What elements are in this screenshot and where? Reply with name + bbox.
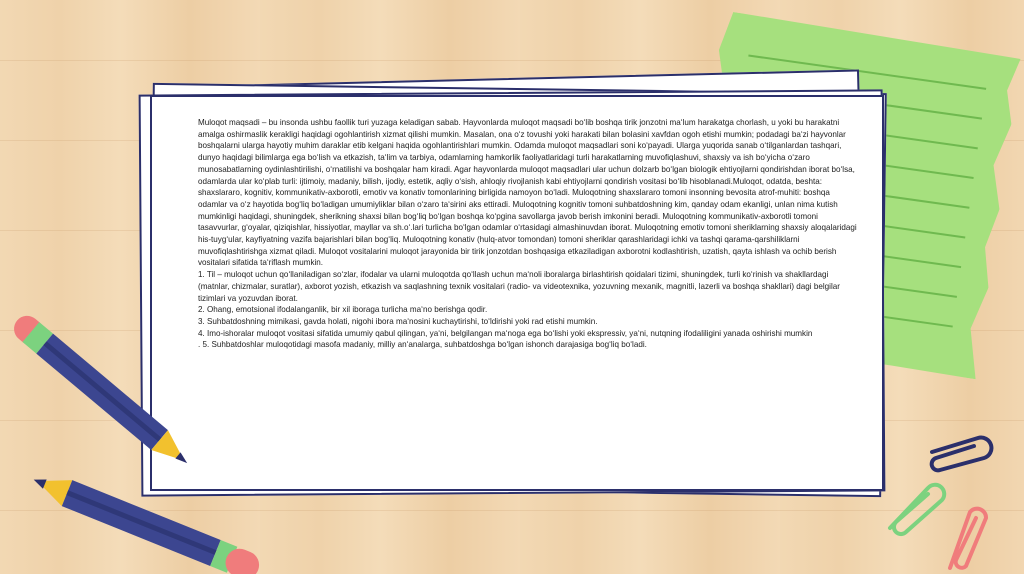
- paragraph: . 5. Suhbatdoshlar muloqotidagi masofa madaniy, milliy an‘analarga, suhbatdoshga bo‘lgan ishonch darajasiga bog‘liq bo‘ladi.: [198, 340, 647, 350]
- paragraph: 1. Til – muloqot uchun qo‘llaniladigan so‘zlar, ifodalar va ularni muloqotda qo‘llash uchun ma‘noli iboralarga birlashtirish qoidalari tizimi, shuningdek, turli ko‘rinish va shakllardagi (matnlar, chizmalar, suratlar), axborot yozish, etkazish va saqlashning texnik vositalari (radio- va videotexnika, yozuvning mexanik, magnitli, lazerli va boshqa shakllari) dagi belgilar tizimlari va yozuvdan iborat.: [198, 270, 840, 303]
- pencil-icon: [30, 460, 290, 574]
- paperclip-icon: [922, 430, 994, 474]
- paragraph: 2. Ohang, emotsional ifodalanganlik, bir xil iboraga turlicha ma‘no berishga qodir.: [198, 305, 488, 315]
- paragraph: 4. Imo-ishoralar muloqot vositasi sifatida umumiy qabul qilingan, ya‘ni, belgilangan ma‘noga ega bo‘lishi yoki ekspressiv, ya‘ni, nutqning ifodaliligini yanada oshirishi mumkin: [198, 328, 813, 338]
- paragraph: 3. Suhbatdoshning mimikasi, gavda holati, nigohi ibora ma‘nosini kuchaytirishi, to‘ldirishi yoki rad etishi mumkin.: [198, 316, 598, 326]
- document-text: [198, 117, 858, 351]
- paragraph: Muloqot maqsadi – bu insonda ushbu faollik turi yuzaga keladigan sabab. Hayvonlarda muloqot maqsadi bo‘lib boshqa tirik jonzotni ma‘lum harakatga chorlash, u yoki bu harakatni amalga oshirmaslik kerakligi haqidagi ogohlantirish xizmat qilishi mumkin. Masalan, ona o‘z tovushi yoki harakati bilan bolasini xavfdan ogoh etishi mumkin; podadagi ba‘zi hayvonlar boshqalarni ularga hayotiy muhim daraklar etib kelgani haqida ogohlantirishlari mumkin. Odamda muloqot maqsadlari soni ko‘payadi. Ularga yuqorida sanab o‘tilganlardan tashqari, dunyo haqidagi bilimlarga ega bo‘lish va etkazish, ta‘lim va tarbiya, odamlarning hamkorlik faoliyatlaridagi turli harakatlarning muvofiqlashuvi, shaxsiy va ish bo‘yicha o‘zaro munosabatlarning oydinlashtirilishi, o‘rnatilishi va boshqalar ham kiradi. Agar hayvonlarda muloqot maqsadlari ular uchun dolzarb bo‘lgan biologik ehtiyojlarni qondirishdan iborat bo‘lsa, odamlarda ular ko‘plab turli: ijtimoiy, madaniy, bilish, ijodiy, estetik, aqliy o‘sish, ahloqiy rivojlanish kabi ehtiyojlarni qondirish vositasi bo‘lib hisoblanadi.Muloqot, odatda, beshta: shaxslararo, kognitiv, kommunikativ-axborotli, emotiv va konativ tomonlarining birligida namoyon bo‘ladi. Muloqotning shaxslararo tomoni insonning bevosita atrof-muhiti: boshqa odamlar va o‘z hayotida bog‘liq bo‘ladigan umumiyliklar bilan o‘zaro ta‘sirini aks ettiradi. Muloqotning kognitiv tomoni suhbatdoshning kim, qanday odam ekanligi, unlan nima kutish mumkinligi haqidagi, shuningdek, sherikning shaxsi bilan bog‘liq bo‘lgan boshqa ko‘pgina savollarga javob berish imkonini beradi. Muloqotning kommunikativ-axborotli tomoni tasavvurlar, g‘oyalar, qiziqishlar, hissiyotlar, mayllar va sh.o‘.lari turlicha bo‘lgan odamlar o‘rtasidagi almashinuvdan iborat. Muloqotning emotiv tomoni sheriklarning shaxsiy aloqalaridagi his-tuyg‘ular, kayfiyatning vazifa bajarishlari bilan bog‘liq. Muloqotning konativ (hulq-atvor tomondan) tomoni sheriklar qarashlaridagi ichki va tashqi qarama-qarshiliklarni muvofiqlashtirishga xizmat qiladi. Muloqot vositalarini muloqot jarayonida bir tirik jonzotdan boshqasiga etkaziladigan axborotni kodlashtirish, uzatish, qayta ishlash va ochib berish vositalari sifatida ta‘riflash mumkin.: [198, 118, 857, 268]
- paperclip-icon: [936, 502, 996, 574]
